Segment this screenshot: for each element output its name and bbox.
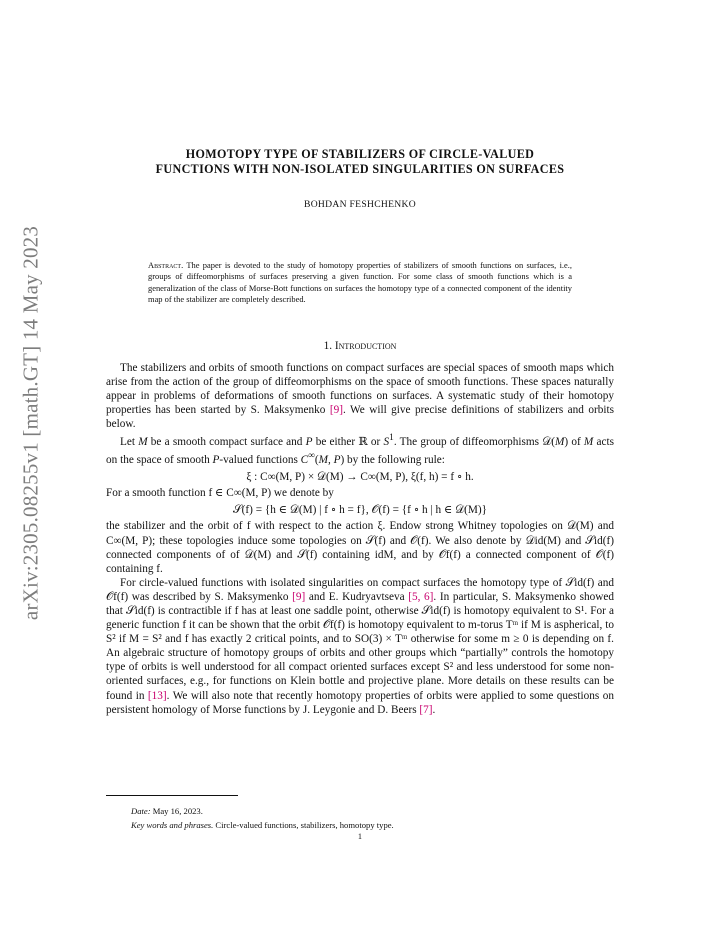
p2-part: acts on the space of smooth <box>106 436 614 467</box>
date-label: Date: <box>131 806 151 816</box>
paragraph-4: the stabilizer and the orbit of f with respect to the action ξ. Endow strong Whitney topologies on 𝒟(M) and C∞(M, P); these topologies induce some topologies on 𝒮(f) and 𝒪(f). We also denote by 𝒟id(M) and 𝒮id(f) connected components of of 𝒟(M) and 𝒮(f) containing idM, and by 𝒪f(f) a connected component of 𝒪(f) containing f. <box>106 520 614 575</box>
footnote-keywords <box>131 819 394 831</box>
citation-link[interactable]: [5, 6] <box>408 590 434 603</box>
paragraph-2: Let M be a smooth compact surface and P be either ℝ or $S^1$. The group of diffeomorphisms 𝒟(M) of M acts on the space of smooth P-valued functions C∞(M, P) by the following rule: <box>106 433 614 467</box>
paragraph-1-end: . We will give precise definitions of stabilizers and orbits below. <box>106 404 614 431</box>
body-text <box>106 361 614 717</box>
p2-part: be a smooth compact surface and <box>147 436 306 449</box>
abstract <box>148 260 572 306</box>
p2-part: Let <box>120 436 139 449</box>
keywords-label: Key words and phrases. <box>131 820 214 830</box>
p2-part: ) of <box>564 436 584 449</box>
date-value: May 16, 2023. <box>150 806 203 816</box>
citation-link[interactable]: [13] <box>147 689 167 702</box>
equation-stabilizer-orbit: 𝒮(f) = {h ∈ 𝒟(M) | f ∘ h = f}, 𝒪(f) = {f ∘ h | h ∈ 𝒟(M)} <box>232 504 488 517</box>
arxiv-identifier-text: arXiv:2305.08255v1 [math.GT] 14 May 2023 <box>18 225 43 621</box>
citation-link[interactable]: [9] <box>292 590 306 603</box>
author-name: BOHDAN FESHCHENKO <box>304 199 416 210</box>
keywords-value: Circle-valued functions, stabilizers, homotopy type. <box>213 820 394 830</box>
citation-link[interactable]: [9] <box>329 404 343 417</box>
arxiv-identifier-stamp <box>18 198 44 648</box>
p5-part: For circle-valued functions with isolated singularities on compact surfaces the homotopy type of 𝒮id(f) and 𝒪f(f) was described by S. Maksymenko <box>106 576 614 603</box>
paragraph-5 <box>106 576 614 717</box>
p2-part: by the following rule: <box>344 454 445 467</box>
section-number: 1. <box>323 340 333 352</box>
p5-part: and E. Kudryavtseva <box>305 590 409 603</box>
title-line-1: HOMOTOPY TYPE OF STABILIZERS OF CIRCLE-VALUED <box>185 147 535 161</box>
paragraph-1 <box>106 361 614 431</box>
page-number: 1 <box>357 832 363 841</box>
p2-part: be either ℝ or <box>312 436 384 449</box>
footnote-rule <box>106 795 238 796</box>
paper-title <box>106 147 614 177</box>
paragraph-1-text: The stabilizers and orbits of smooth functions on compact surfaces are special spaces of smooth maps which arise from the action of the group of diffeomorphisms on the space of smooth functions. These spaces naturally appear in problems of deformations of smooth functions on surfaces. A systematic study of their homotopy properties has been started by S. Maksymenko <box>106 362 614 417</box>
abstract-text: The paper is devoted to the study of homotopy properties of stabilizers of smooth functions on surfaces, i.e., groups of diffeomorphisms of surfaces preserving a given function. For some class of smooth functions which is a generalization of the class of Morse-Bott functions on surfaces the homotopy type of a connected component of the identity map of the stabilizer are completely described. <box>148 260 572 305</box>
section-title: Introduction <box>334 340 397 352</box>
paragraph-3: For a smooth function f ∈ C∞(M, P) we denote by <box>106 487 334 500</box>
equation-action: ξ : C∞(M, P) × 𝒟(M) → C∞(M, P), ξ(f, h) = f ∘ h. <box>246 471 474 484</box>
p5-part: . In particular, S. Maksymenko showed that 𝒮id(f) is contractible if f has at least one saddle point, otherwise 𝒮id(f) is homotopy equivalent to S¹. For a generic function f it can be shown that the orbit 𝒪f(f) is homotopy equivalent to m-torus Tᵐ if M is aspherical, to S² if M = S² and f has exactly 2 critical points, and to SO(3) × Tᵐ otherwise for some m ≥ 0 is depending on f. An algebraic structure of homotopy groups of orbits and other groups which “partially” controls the homotopy type of orbits is well understood for all compact oriented surfaces except S² and less understood for some non-oriented surfaces, e.g., for functions on Klein bottle and projective plane. More details on these results can be found in <box>106 590 614 702</box>
p2-part: -valued functions <box>219 454 301 467</box>
abstract-label: Abstract. <box>148 260 184 270</box>
section-heading <box>106 340 614 352</box>
title-line-2: FUNCTIONS WITH NON-ISOLATED SINGULARITIES ON SURFACES <box>155 162 565 176</box>
p5-part: . <box>432 703 436 716</box>
p5-part: . We will also note that recently homotopy properties of orbits were applied to some questions on persistent homology of Morse functions by J. Leygonie and D. Beers <box>106 689 614 716</box>
citation-link[interactable]: [7] <box>419 703 433 716</box>
footnote-date <box>131 805 203 817</box>
p2-part: . The group of diffeomorphisms 𝒟( <box>393 436 555 449</box>
